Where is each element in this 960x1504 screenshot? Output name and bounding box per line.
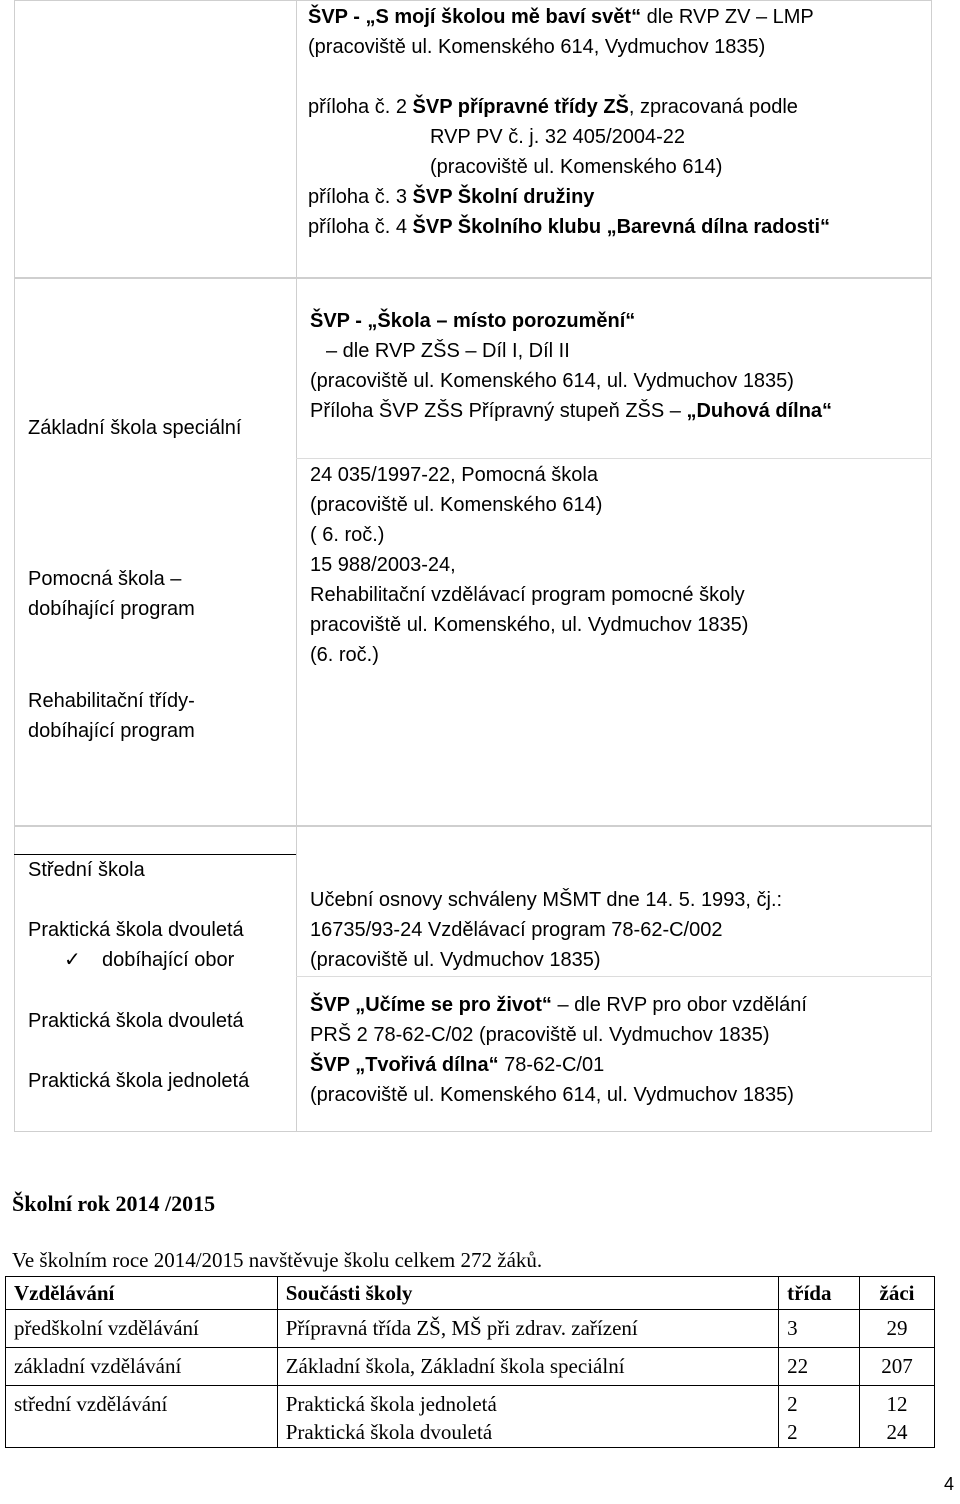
row-classes-line-2: 2 — [787, 1420, 798, 1444]
row-edu: základní vzdělávání — [6, 1348, 278, 1386]
table-row — [6, 1386, 935, 1448]
header-soucasti-skoly: Součásti školy — [277, 1277, 778, 1310]
label-stredni-skola: Střední škola — [28, 859, 145, 881]
school-year-intro: Ve školním roce 2014/2015 navštěvuje školu celkem 272 žáků. — [12, 1248, 543, 1272]
special-school-row-separator — [296, 458, 932, 459]
label-zakladni-skola-specialni: Základní škola speciální — [28, 417, 242, 439]
row-edu: předškolní vzdělávání — [6, 1310, 278, 1348]
row-part-line-2: Praktická škola dvouletá — [285, 1420, 493, 1444]
row-edu: střední vzdělávání — [6, 1386, 278, 1448]
label-rehabilitacni-tridy: Rehabilitační třídy- — [28, 690, 195, 712]
table-row — [6, 1348, 935, 1386]
row-pupils: 29 — [860, 1310, 935, 1348]
row-pupils: 207 — [860, 1348, 935, 1386]
row-pupils — [860, 1386, 935, 1448]
svp-zss-location: (pracoviště ul. Komenského 614, ul. Vydmuchov 1835) — [310, 370, 794, 392]
header-trida: třída — [779, 1277, 860, 1310]
svp-ucime-se-pro-zivot: ŠVP „Učíme se pro život“ – dle RVP pro obor vzdělání — [310, 994, 807, 1016]
row-classes: 3 — [779, 1310, 860, 1348]
row-classes: 22 — [779, 1348, 860, 1386]
svp-zss-annex: Příloha ŠVP ZŠS Přípravný stupeň ZŠS – „Duhová dílna“ — [310, 400, 833, 422]
svp-ucime-se-pro-zivot-detail: PRŠ 2 78-62-C/02 (pracoviště ul. Vydmuchov 1835) — [310, 1024, 770, 1046]
row-pupils-line-1: 12 — [886, 1392, 908, 1416]
label-pomocna-skola-program: dobíhající program — [28, 598, 195, 620]
ucebni-osnovy-program: 16735/93-24 Vzdělávací program 78-62-C/002 — [310, 919, 723, 941]
special-school-divider — [296, 278, 297, 826]
ucebni-osnovy-line: Učební osnovy schváleny MŠMT dne 14. 5. 1993, čj.: — [310, 889, 783, 911]
row-pupils-line-2: 24 — [886, 1420, 908, 1444]
svp-tvoriva-dilna: ŠVP „Tvořivá dílna“ 78-62-C/01 — [310, 1054, 605, 1076]
program-rehabilitacni-title: Rehabilitační vzdělávací program pomocné školy — [310, 584, 745, 606]
label-dobihajici-obor: dobíhající obor — [102, 949, 235, 971]
label-prakticka-skola-jednoleta: Praktická škola jednoletá — [28, 1070, 250, 1092]
row-classes-line-1: 2 — [787, 1392, 798, 1416]
svp-main-location: (pracoviště ul. Komenského 614, Vydmuchov 1835) — [308, 36, 766, 58]
program-pomocna-skola-location: (pracoviště ul. Komenského 614) — [310, 494, 603, 516]
page-number: 4 — [944, 1474, 955, 1494]
svp-main-line: ŠVP - „S mojí školou mě baví svět“ dle RVP ZV – LMP — [308, 6, 814, 28]
header-zaci: žáci — [860, 1277, 935, 1310]
row-part: Přípravná třída ZŠ, MŠ při zdrav. zařízení — [277, 1310, 778, 1348]
program-pomocna-skola: 24 035/1997-22, Pomocná škola — [310, 464, 598, 486]
svp-skola-misto-porozumeni: ŠVP - „Škola – místo porozumění“ — [310, 310, 636, 332]
row-part-line-1: Praktická škola jednoletá — [285, 1392, 497, 1416]
svp-tvoriva-dilna-location: (pracoviště ul. Komenského 614, ul. Vydmuchov 1835) — [310, 1084, 794, 1106]
label-pomocna-skola: Pomocná škola – — [28, 568, 182, 590]
secondary-school-row-separator — [296, 976, 932, 977]
row-classes — [779, 1386, 860, 1448]
ucebni-osnovy-location: (pracoviště ul. Vydmuchov 1835) — [310, 949, 601, 971]
svp-zss-rvp: – dle RVP ZŠS – Díl I, Díl II — [326, 340, 570, 362]
label-rehabilitacni-program: dobíhající program — [28, 720, 195, 742]
program-rehabilitacni-location: pracoviště ul. Komenského, ul. Vydmuchov 1835) — [310, 614, 749, 636]
enrollment-header-row — [6, 1277, 935, 1310]
row-part — [277, 1386, 778, 1448]
program-rehabilitacni-number: 15 988/2003-24, — [310, 554, 456, 576]
annex-3-line: příloha č. 3 ŠVP Školní družiny — [308, 186, 595, 208]
school-year-heading: Školní rok 2014 /2015 — [12, 1191, 216, 1216]
header-vzdelavani: Vzdělávání — [6, 1277, 278, 1310]
top-table-divider — [296, 0, 297, 278]
enrollment-table — [5, 1276, 935, 1448]
table-row — [6, 1310, 935, 1348]
label-prakticka-skola-dvoulet-1: Praktická škola dvouletá — [28, 919, 244, 941]
row-part: Základní škola, Základní škola speciální — [277, 1348, 778, 1386]
annex-4-line: příloha č. 4 ŠVP Školního klubu „Barevná dílna radosti“ — [308, 216, 831, 238]
annex-2-rvp: RVP PV č. j. 32 405/2004-22 — [430, 126, 685, 148]
program-rehabilitacni-grade: (6. roč.) — [310, 644, 379, 666]
label-prakticka-skola-dvoulet-2: Praktická škola dvouletá — [28, 1010, 244, 1032]
annex-2-location: (pracoviště ul. Komenského 614) — [430, 156, 723, 178]
secondary-school-divider — [296, 826, 297, 1132]
checkmark-icon: ✓ — [64, 949, 81, 971]
program-pomocna-skola-grade: ( 6. roč.) — [310, 524, 385, 546]
annex-2-line: příloha č. 2 ŠVP přípravné třídy ZŠ, zpracovaná podle — [308, 96, 798, 118]
